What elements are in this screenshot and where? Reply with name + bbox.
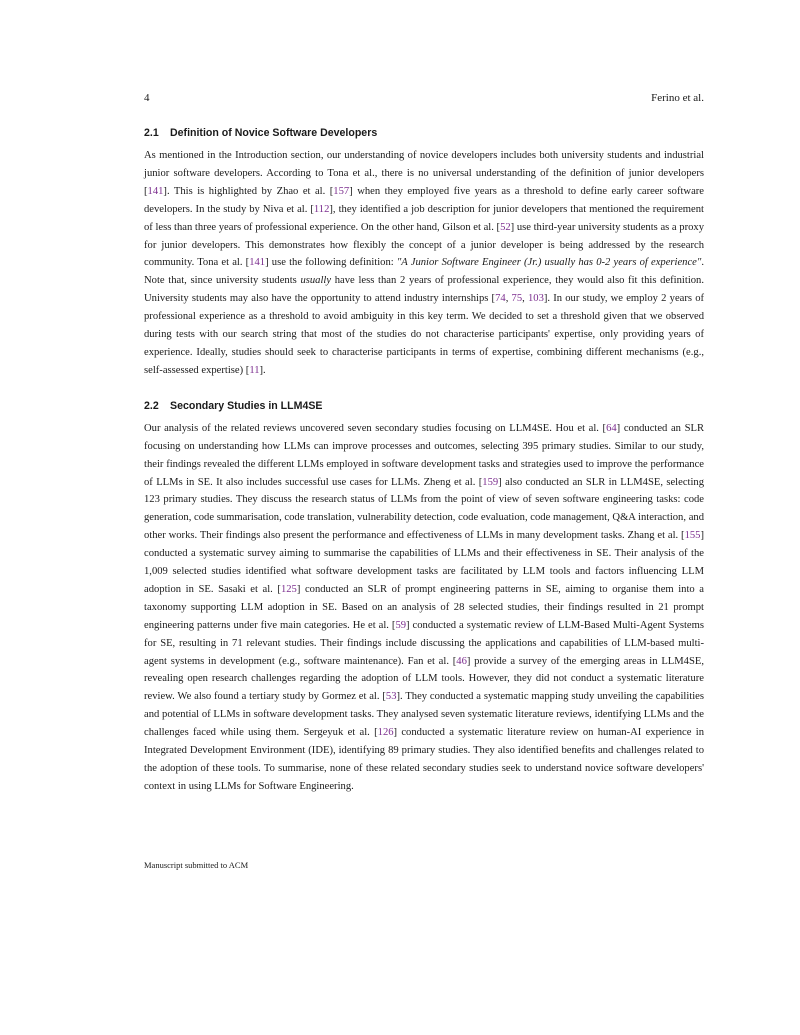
page-header <box>144 92 704 104</box>
citation-link[interactable]: 141 <box>249 257 266 269</box>
section-title: Definition of Novice Software Developers <box>170 127 378 139</box>
citation-link[interactable]: 112 <box>313 203 330 215</box>
citation-link[interactable]: 126 <box>377 727 394 739</box>
paragraph-text: ] when they employed five years as a threshold to define early career software developers. In the study by Niva et al. [ <box>144 185 704 215</box>
paragraph-text: ] provide a survey of the emerging areas in LLM4SE, revealing open research challenges regarding the adoption of LLM tools. However, they did not conduct a systematic literature review. We also found a tertiary study by Gormez et al. [ <box>144 655 704 703</box>
paragraph-text: , <box>522 293 528 305</box>
paragraph-text: ]. They conducted a systematic mapping study unveiling the capabilities and potential of LLMs in software development tasks. They analysed seven systematic literature reviews, identifying LLMs and the challenges faced while using them. Sergeyuk et al. [ <box>144 691 704 739</box>
citation-link[interactable]: 11 <box>249 364 260 376</box>
paragraph-text: . Note that, since university students <box>144 257 704 287</box>
paragraph-text: As mentioned in the Introduction section, our understanding of novice developers includes both university students and industrial junior software developers. According to Tona et al., there is no universal understanding of the definition of junior developers [ <box>144 150 704 197</box>
paragraph-text: , <box>505 293 512 305</box>
emphasized-text: usually <box>300 275 332 287</box>
emphasized-text: "A Junior Software Engineer (Jr.) usually has 0-2 years of experience" <box>396 257 702 269</box>
citation-link[interactable]: 125 <box>280 583 297 595</box>
paragraph-text: ] conducted an SLR of prompt engineering patterns in SE, aiming to organise them into a taxonomy supporting LLM adoption in SE. Based on an analysis of 28 selected studies, their findings resulted in 21 prompt engineering patterns under five main categories. He et al. [ <box>144 583 704 631</box>
page-footer: Manuscript submitted to ACM <box>144 860 249 870</box>
paragraph-text: ] conducted a systematic survey aiming to summarise the capabilities of LLMs and their effectiveness in SE. Their analysis of the 1,009 selected studies identified what software development tasks are facilitated by LLM tools and factors influencing LLM adoption in SE. Sasaki et al. [ <box>144 530 704 595</box>
section-number: 2.2 <box>144 399 159 412</box>
section-number: 2.1 <box>144 127 159 139</box>
paragraph-text: ]. This is highlighted by Zhao et al. [ <box>163 185 334 197</box>
paragraph-text: ]. <box>259 364 266 376</box>
page-number: 4 <box>144 92 150 104</box>
citation-link[interactable]: 103 <box>527 293 544 305</box>
citation-link[interactable]: 64 <box>606 422 617 434</box>
paragraph-text: ] use the following definition: <box>265 257 397 269</box>
paragraph-text: ]. In our study, we employ 2 years of professional experience as a threshold to avoid ambiguity in this key term. We decided to set a threshold given that we observed during tests with our search string that most of the studies do not characterise participants' expertise, only providing years of experience. Ideally, studies should seek to characterise participants in terms of expertise, combining different mechanisms (e.g., self-assessed expertise) [ <box>144 293 705 376</box>
citation-link[interactable]: 155 <box>684 530 701 542</box>
paragraph-text: Our analysis of the related reviews uncovered seven secondary studies focusing on LLM4SE. Hou et al. [ <box>144 422 607 434</box>
citation-link[interactable]: 157 <box>333 185 350 197</box>
section-heading <box>144 398 704 414</box>
section-paragraph <box>144 420 704 796</box>
paragraph-text: ] conducted an SLR focusing on understanding how LLMs can improve processes and outcomes, selecting 395 primary studies. Similar to our study, their findings revealed the different LLMs employed in software development tasks and strategies used to improve the performance of LLMs in SE. It also includes successful use cases for LLMs. Zheng et al. [ <box>144 422 705 488</box>
section-title: Secondary Studies in LLM4SE <box>170 399 323 412</box>
paragraph-text: ] conducted a systematic review of LLM-Based Multi-Agent Systems for SE, resulting in 71 relevant studies. Their findings include discussing the applications and capabilities of LLM-based multi-agent systems in development (e.g., software maintenance). Fan et al. [ <box>144 619 704 667</box>
section-heading <box>144 125 704 141</box>
paragraph-text: ] use third-year university students as a proxy for junior developers. This demonstrates how flexibly the concept of a junior developer is being addressed by the research community. Tona et al. [ <box>144 221 704 269</box>
paragraph-text: ] also conducted an SLR in LLM4SE, selecting 123 primary studies. They discuss the research status of LLMs from the point of view of seven software engineering tasks: code generation, code summarisation, code translation, vulnerability detection, code evaluation, code management, Q&A interaction, and other works. Their findings also present the performance and effectiveness of LLMs in many development tasks. Zhang et al. [ <box>144 476 705 542</box>
citation-link[interactable]: 52 <box>500 221 511 233</box>
paragraph-text: ], they identified a job description for junior developers that mentioned the requirement of less than three years of professional experience. On the other hand, Gilson et al. [ <box>144 203 704 233</box>
citation-link[interactable]: 141 <box>147 185 164 197</box>
citation-link[interactable]: 75 <box>511 293 523 305</box>
paragraph-text: have less than 2 years of professional experience, they would also fit this definition. University students may also have the opportunity to attend industry internships [ <box>144 275 704 305</box>
paragraph-text: ] conducted a systematic literature review on human-AI experience in Integrated Development Environment (IDE), identifying 89 primary studies. They also identified benefits and challenges related to the adoption of these tools. To summarise, none of these related secondary studies seek to understand novice software developers' context in using LLMs for Software Engineering. <box>144 727 704 792</box>
main-content <box>144 125 704 796</box>
citation-link[interactable]: 159 <box>482 476 499 488</box>
citation-link[interactable]: 46 <box>456 655 467 667</box>
section-secondary-studies <box>144 398 704 796</box>
section-definition-novice <box>144 125 704 380</box>
citation-link[interactable]: 59 <box>395 619 407 631</box>
running-head: Ferino et al. <box>651 92 704 104</box>
citation-link[interactable]: 74 <box>495 293 506 305</box>
citation-link[interactable]: 53 <box>385 691 397 703</box>
section-paragraph <box>144 147 704 380</box>
